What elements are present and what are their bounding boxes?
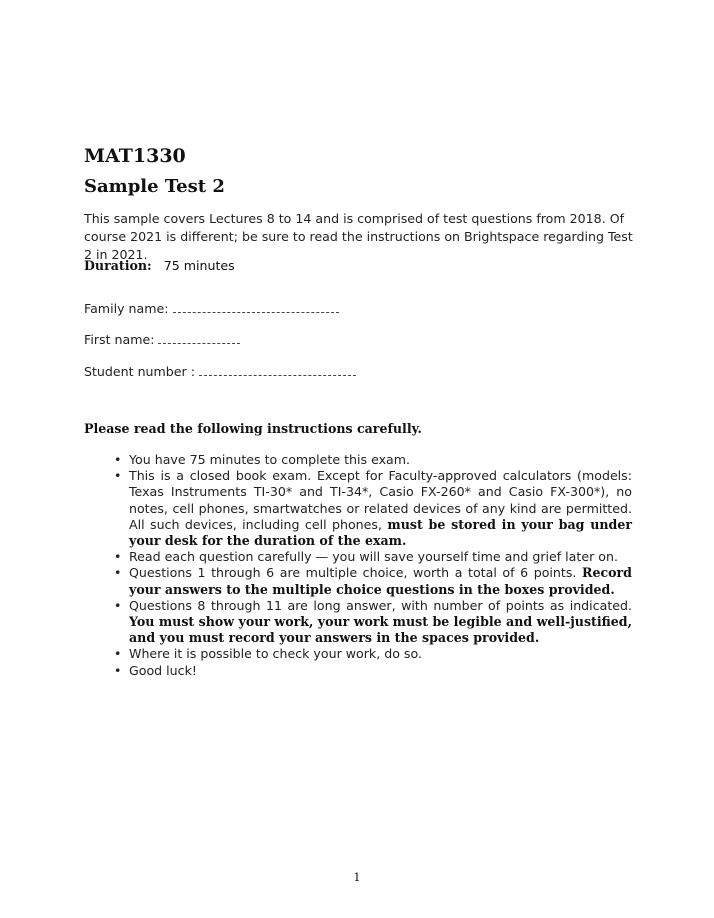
family-name-label: Family name: — [84, 301, 169, 316]
instruction-item: • Good luck! — [114, 662, 197, 678]
test-title: Sample Test 2 — [84, 176, 225, 197]
instruction-item: • This is a closed book exam. Except for Faculty-approved calculators (models: Texas Instruments TI-30* and TI-34*, Casio FX-260* and Casio FX-300*), no notes, cell phones, smartwatches or related devices of any kind are permitted. All such devices, including cell phones, must be stored in your bag under your desk for the duration of the exam. — [114, 468, 632, 549]
intro-paragraph: This sample covers Lectures 8 to 14 and is comprised of test questions from 2018. Of course 2021 is different; be sure to read the instructions on Brightspace regarding Test 2 in 2021. — [84, 211, 633, 262]
bullet-icon: • — [114, 565, 122, 581]
course-code: MAT1330 — [84, 145, 186, 167]
page-number: 1 — [353, 871, 361, 884]
duration-line — [84, 258, 235, 273]
instruction-item: • Where it is possible to check your work, do so. — [114, 646, 422, 662]
bullet-icon: • — [114, 549, 122, 565]
bullet-icon: • — [114, 646, 122, 662]
instructions-heading: Please read the following instructions carefully. — [84, 421, 422, 436]
instructions-list — [112, 452, 632, 679]
bullet-icon: • — [114, 452, 122, 467]
instruction-item: • Questions 1 through 6 are multiple choice, worth a total of 6 points. Record your answers to the multiple choice questions in the boxes provided. — [114, 565, 632, 597]
bullet-icon: • — [114, 597, 122, 613]
instruction-item: • Questions 8 through 11 are long answer, with number of points as indicated. You must show your work, your work must be legible and well-justified, and you must record your answers in the spaces provided. — [114, 597, 632, 646]
instruction-item: • You have 75 minutes to complete this exam. — [114, 452, 411, 467]
duration-label: Duration: — [84, 258, 152, 273]
student-number-blank[interactable] — [199, 367, 356, 376]
family-name-field — [84, 301, 339, 316]
student-number-label: Student number : — [84, 364, 195, 379]
first-name-blank[interactable] — [158, 335, 240, 344]
duration-value: 75 minutes — [163, 258, 235, 273]
family-name-blank[interactable] — [173, 304, 339, 313]
bullet-icon: • — [114, 468, 122, 484]
student-number-field — [84, 364, 356, 379]
first-name-field — [84, 332, 240, 347]
bullet-icon: • — [114, 662, 122, 678]
first-name-label: First name: — [84, 332, 155, 347]
instruction-item: • Read each question carefully — you will save yourself time and grief later on. — [114, 549, 618, 565]
